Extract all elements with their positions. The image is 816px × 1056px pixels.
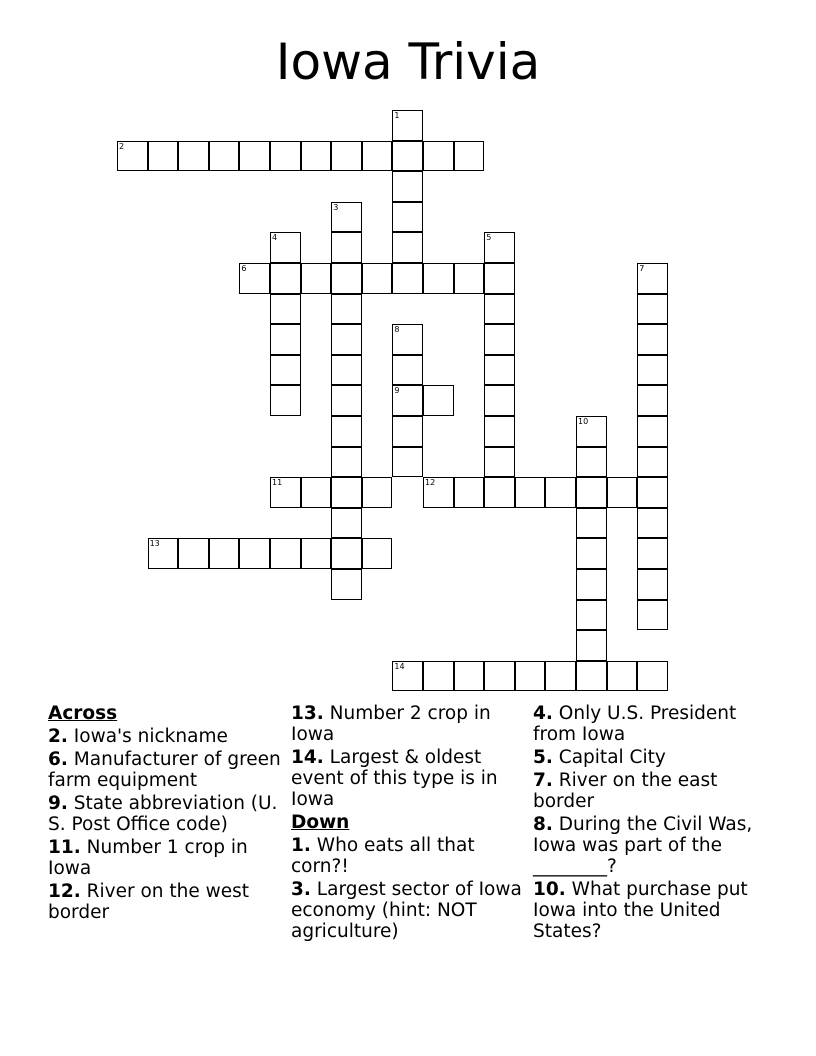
clue-across-2: 2. Iowa's nickname: [48, 726, 228, 747]
grid-cell[interactable]: [576, 508, 607, 539]
grid-cell[interactable]: [423, 477, 454, 508]
grid-cell[interactable]: [331, 538, 362, 569]
grid-cell[interactable]: [270, 141, 301, 172]
grid-cell[interactable]: [637, 600, 668, 631]
grid-cell[interactable]: [331, 508, 362, 539]
grid-cell[interactable]: [484, 294, 515, 325]
grid-cell[interactable]: [454, 477, 485, 508]
grid-cell[interactable]: [484, 232, 515, 263]
grid-cell[interactable]: [331, 263, 362, 294]
grid-cell[interactable]: [362, 538, 393, 569]
grid-cell[interactable]: [607, 661, 638, 692]
cell-number: 3: [333, 202, 339, 212]
grid-cell[interactable]: [545, 661, 576, 692]
grid-cell[interactable]: [515, 661, 546, 692]
grid-cell[interactable]: [331, 477, 362, 508]
grid-cell[interactable]: [270, 477, 301, 508]
grid-cell[interactable]: [362, 477, 393, 508]
clue-across-12: 12. River on the west border: [48, 881, 250, 923]
grid-cell[interactable]: [392, 110, 423, 141]
grid-cell[interactable]: [362, 263, 393, 294]
cell-number: 7: [639, 264, 645, 273]
grid-cell[interactable]: [270, 263, 301, 294]
grid-cell[interactable]: [209, 141, 240, 172]
grid-cell[interactable]: [331, 569, 362, 600]
grid-cell[interactable]: [331, 385, 362, 416]
grid-cell[interactable]: [392, 416, 423, 447]
clue-down-1: 1. Who eats all that corn?!: [291, 835, 475, 877]
grid-cell[interactable]: [301, 141, 332, 172]
grid-cell[interactable]: [270, 324, 301, 355]
grid-cell[interactable]: [637, 263, 668, 294]
grid-cell[interactable]: [392, 661, 423, 692]
clue-across-11: 11. Number 1 crop in Iowa: [48, 837, 248, 879]
grid-cell[interactable]: [301, 263, 332, 294]
grid-cell[interactable]: [392, 171, 423, 202]
grid-cell[interactable]: [454, 263, 485, 294]
grid-cell[interactable]: [270, 294, 301, 325]
grid-cell[interactable]: [484, 447, 515, 478]
grid-cell[interactable]: [301, 538, 332, 569]
grid-cell[interactable]: [362, 141, 393, 172]
grid-cell[interactable]: [637, 538, 668, 569]
cell-number: 1: [394, 111, 400, 120]
cell-number: 11: [272, 478, 283, 488]
grid-cell[interactable]: [178, 538, 209, 569]
grid-cell[interactable]: [392, 324, 423, 355]
grid-cell[interactable]: [392, 355, 423, 386]
clue-across-13: 13. Number 2 crop in Iowa: [291, 703, 491, 745]
grid-cell[interactable]: [392, 263, 423, 294]
grid-cell[interactable]: [637, 294, 668, 325]
grid-cell[interactable]: [484, 416, 515, 447]
clues-column-1: [48, 703, 288, 925]
clue-down-7: 7. River on the east border: [533, 770, 718, 812]
down-heading: Down: [291, 812, 350, 833]
grid-cell[interactable]: [576, 661, 607, 692]
cell-number: 9: [394, 386, 400, 396]
grid-cell[interactable]: [423, 263, 454, 294]
grid-cell[interactable]: [607, 477, 638, 508]
grid-cell[interactable]: [331, 141, 362, 172]
grid-cell[interactable]: [484, 661, 515, 692]
clue-across-6: 6. Manufacturer of green farm equipment: [48, 749, 281, 791]
clue-down-3: 3. Largest sector of Iowa economy (hint: NOT agriculture): [291, 879, 522, 942]
grid-cell[interactable]: [484, 355, 515, 386]
grid-cell[interactable]: [423, 385, 454, 416]
grid-cell[interactable]: [331, 416, 362, 447]
grid-cell[interactable]: [637, 508, 668, 539]
cell-number: 10: [578, 417, 589, 426]
grid-cell[interactable]: [576, 569, 607, 600]
grid-cell[interactable]: [576, 416, 607, 447]
grid-cell[interactable]: [576, 447, 607, 478]
clue-down-8: 8. During the Civil Was, Iowa was part of the ________?: [533, 814, 753, 877]
clue-down-4: 4. Only U.S. President from Iowa: [533, 703, 737, 745]
cell-number: 14: [394, 661, 405, 671]
cell-number: 4: [272, 233, 278, 243]
cell-number: 8: [394, 325, 400, 335]
grid-cell[interactable]: [637, 477, 668, 508]
grid-cell[interactable]: [331, 202, 362, 233]
grid-cell[interactable]: [331, 232, 362, 263]
grid-cell[interactable]: [423, 141, 454, 172]
grid-cell[interactable]: [392, 385, 423, 416]
cell-number: 5: [486, 233, 492, 243]
across-heading: Across: [48, 703, 118, 724]
grid-cell[interactable]: [117, 141, 148, 172]
grid-cell[interactable]: [576, 477, 607, 508]
clue-down-10: 10. What purchase put Iowa into the United States?: [533, 879, 748, 942]
cell-number: 12: [425, 478, 436, 488]
grid-cell[interactable]: [239, 141, 270, 172]
grid-cell[interactable]: [637, 416, 668, 447]
grid-cell[interactable]: [454, 661, 485, 692]
grid-cell[interactable]: [301, 477, 332, 508]
cell-number: 13: [149, 539, 160, 549]
grid-cell[interactable]: [331, 447, 362, 478]
grid-cell[interactable]: [270, 385, 301, 416]
grid-cell[interactable]: [331, 294, 362, 325]
grid-cell[interactable]: [178, 141, 209, 172]
grid-cell[interactable]: [392, 141, 423, 172]
clue-across-9: 9. State abbreviation (U. S. Post Office code): [48, 793, 278, 835]
grid-cell[interactable]: [331, 355, 362, 386]
clues-column-3: [533, 703, 769, 944]
grid-cell[interactable]: [331, 324, 362, 355]
grid-cell[interactable]: [454, 141, 485, 172]
grid-cell[interactable]: [637, 661, 668, 692]
grid-cell[interactable]: [576, 600, 607, 631]
grid-cell[interactable]: [637, 569, 668, 600]
grid-cell[interactable]: [484, 385, 515, 416]
grid-cell[interactable]: [576, 538, 607, 569]
grid-cell[interactable]: [637, 355, 668, 386]
grid-cell[interactable]: [270, 355, 301, 386]
clues-column-2: [291, 703, 527, 944]
clue-across-14: 14. Largest & oldest event of this type is in Iowa: [291, 747, 498, 810]
grid-cell[interactable]: [148, 141, 179, 172]
grid-cell[interactable]: [209, 538, 240, 569]
grid-cell[interactable]: [545, 477, 576, 508]
grid-cell[interactable]: [484, 263, 515, 294]
grid-cell[interactable]: [423, 661, 454, 692]
grid-cell[interactable]: [392, 447, 423, 478]
cell-number: 6: [241, 264, 247, 273]
grid-cell[interactable]: [637, 385, 668, 416]
grid-cell[interactable]: [270, 232, 301, 263]
cell-number: 2: [119, 141, 125, 151]
grid-cell[interactable]: [515, 477, 546, 508]
grid-cell[interactable]: [239, 263, 270, 294]
grid-cell[interactable]: [392, 202, 423, 233]
grid-cell[interactable]: [637, 324, 668, 355]
grid-cell[interactable]: [148, 538, 179, 569]
grid-cell[interactable]: [576, 630, 607, 661]
grid-cell[interactable]: [484, 477, 515, 508]
grid-cell[interactable]: [392, 232, 423, 263]
puzzle-title: Iowa Trivia: [275, 33, 541, 91]
grid-cell[interactable]: [270, 538, 301, 569]
grid-cell[interactable]: [239, 538, 270, 569]
clue-down-5: 5. Capital City: [533, 747, 666, 768]
grid-cell[interactable]: [637, 447, 668, 478]
grid-cell[interactable]: [484, 324, 515, 355]
